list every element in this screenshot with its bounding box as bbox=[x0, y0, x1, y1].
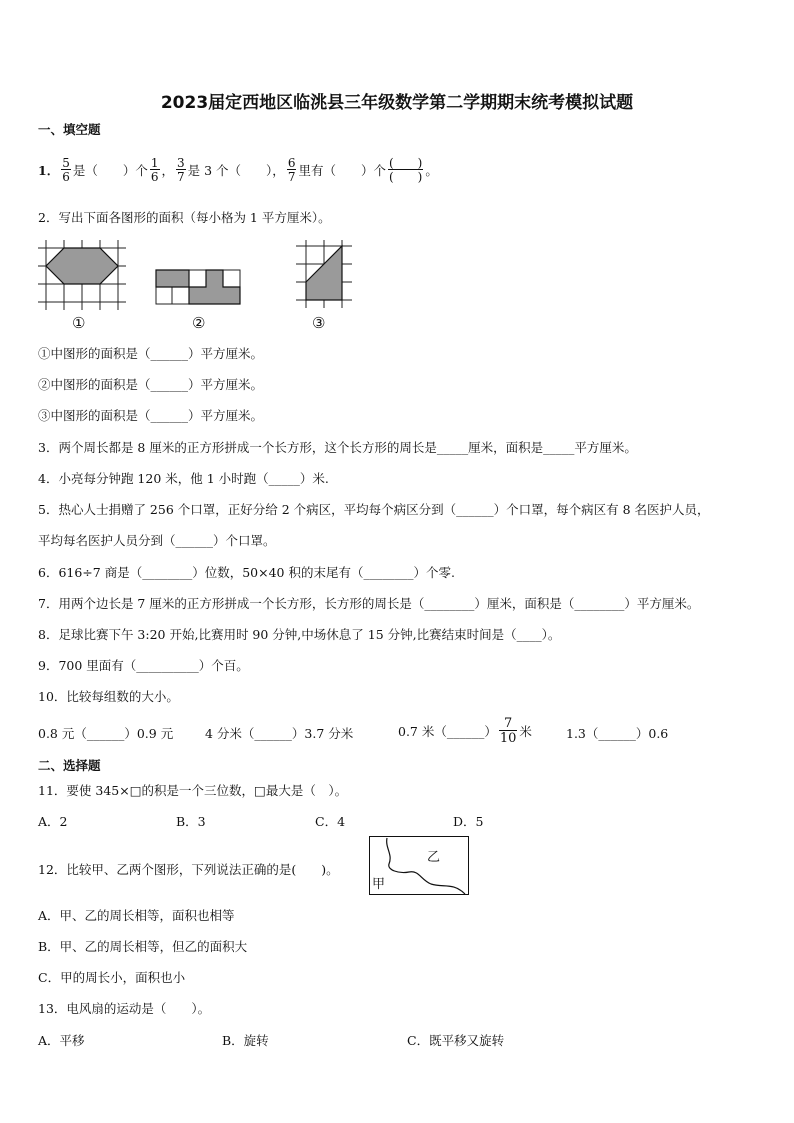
figure-3-caption: ③ bbox=[312, 314, 326, 332]
question-8: 8．足球比赛下午 3:20 开始,比赛用时 90 分钟,中场休息了 15 分钟,比赛结束时间是（____）。 bbox=[38, 627, 561, 642]
q11-option-a[interactable]: A．2 bbox=[38, 814, 68, 829]
q1-text-1: 是（ ）个 bbox=[72, 163, 148, 178]
q1-fraction-3: $\frac{3}{7}$ bbox=[177, 156, 185, 184]
question-3: 3．两个周长都是 8 厘米的正方形拼成一个长方形，这个长方形的周长是_____厘米，面积是_____平方厘米。 bbox=[38, 440, 637, 455]
section-choice: 二、选择题 bbox=[38, 758, 101, 773]
question-6: 6．616÷7 商是（________）位数，50×40 积的末尾有（________）个零. bbox=[38, 565, 455, 580]
question-7: 7．用两个边长是 7 厘米的正方形拼成一个长方形，长方形的周长是（________）厘米，面积是（________）平方厘米。 bbox=[38, 596, 700, 611]
q13-option-b[interactable]: B．旋转 bbox=[222, 1033, 269, 1048]
q1-fraction-2: $\frac{1}{6}$ bbox=[150, 156, 159, 184]
q11-option-b[interactable]: B．3 bbox=[176, 814, 206, 829]
question-13: 13．电风扇的运动是（ ）。 bbox=[38, 1001, 211, 1016]
question-2: 2．写出下面各图形的面积（每小格为 1 平方厘米）。 bbox=[38, 210, 331, 225]
q10-compare-3: 0.7 米（______） $\frac{7}{10}$ 米 bbox=[398, 716, 532, 746]
q1-fraction-blank: $\frac{( )}{( )}$ bbox=[388, 156, 423, 184]
section-fill-blank: 一、填空题 bbox=[38, 122, 101, 137]
q11-option-c[interactable]: C．4 bbox=[315, 814, 346, 829]
q2-answer-1: ①中图形的面积是（______）平方厘米。 bbox=[38, 346, 264, 361]
question-11: 11．要使 345×□的积是一个三位数，□最大是（ ）。 bbox=[38, 783, 348, 798]
figure-1-shape bbox=[46, 248, 118, 284]
q2-answer-3: ③中图形的面积是（______）平方厘米。 bbox=[38, 408, 264, 423]
question-10: 10．比较每组数的大小。 bbox=[38, 689, 179, 704]
q1-text-3: 是 3 个（ ）， bbox=[187, 163, 285, 178]
q10-compare-4: 1.3（______）0.6 bbox=[566, 726, 669, 741]
figure-2-grid bbox=[150, 266, 242, 308]
q12-label-jia: 甲 bbox=[372, 877, 386, 892]
q11-option-d[interactable]: D．5 bbox=[453, 814, 484, 829]
question-1 bbox=[38, 150, 438, 190]
q13-option-a[interactable]: A．平移 bbox=[38, 1033, 85, 1048]
figure-1-grid bbox=[38, 238, 126, 318]
q1-text-2: ， bbox=[161, 163, 175, 178]
page-title: 2023届定西地区临洮县三年级数学第二学期期末统考模拟试题 bbox=[160, 93, 634, 113]
figure-2-caption: ② bbox=[192, 314, 206, 332]
q12-label-yi: 乙 bbox=[427, 850, 441, 865]
q12-option-a[interactable]: A．甲、乙的周长相等，面积也相等 bbox=[38, 908, 235, 923]
question-4: 4．小亮每分钟跑 120 米，他 1 小时跑（_____）米. bbox=[38, 471, 329, 486]
figure-1-caption: ① bbox=[72, 314, 86, 332]
figure-3-grid bbox=[296, 240, 352, 312]
q10-fraction: $\frac{7}{10}$ bbox=[499, 716, 517, 746]
figure-2-shape bbox=[156, 270, 240, 304]
question-12: 12．比较甲、乙两个图形，下列说法正确的是( )。 bbox=[38, 862, 339, 877]
q12-option-b[interactable]: B．甲、乙的周长相等，但乙的面积大 bbox=[38, 939, 248, 954]
q1-text-4: 里有（ ）个 bbox=[298, 163, 386, 178]
q1-fraction-4: $\frac{6}{7}$ bbox=[287, 156, 296, 184]
q1-fraction-1: $\frac{5}{6}$ bbox=[62, 156, 70, 184]
q13-option-c[interactable]: C．既平移又旋转 bbox=[407, 1033, 505, 1048]
question-5-line-2: 平均每名医护人员分到（______）个口罩。 bbox=[38, 533, 276, 548]
q2-answer-2: ②中图形的面积是（______）平方厘米。 bbox=[38, 377, 264, 392]
q10-compare-2: 4 分米（______）3.7 分米 bbox=[205, 726, 354, 741]
q12-option-c[interactable]: C．甲的周长小，面积也小 bbox=[38, 970, 186, 985]
question-5-line-1: 5．热心人士捐赠了 256 个口罩，正好分给 2 个病区，平均每个病区分到（______）个口罩，每个病区有 8 名医护人员， bbox=[38, 502, 710, 517]
question-9: 9．700 里面有（__________）个百。 bbox=[38, 658, 249, 673]
q1-number: 1． bbox=[38, 163, 60, 178]
q10-compare-1: 0.8 元（______）0.9 元 bbox=[38, 726, 174, 741]
q1-text-5: 。 bbox=[425, 163, 438, 178]
